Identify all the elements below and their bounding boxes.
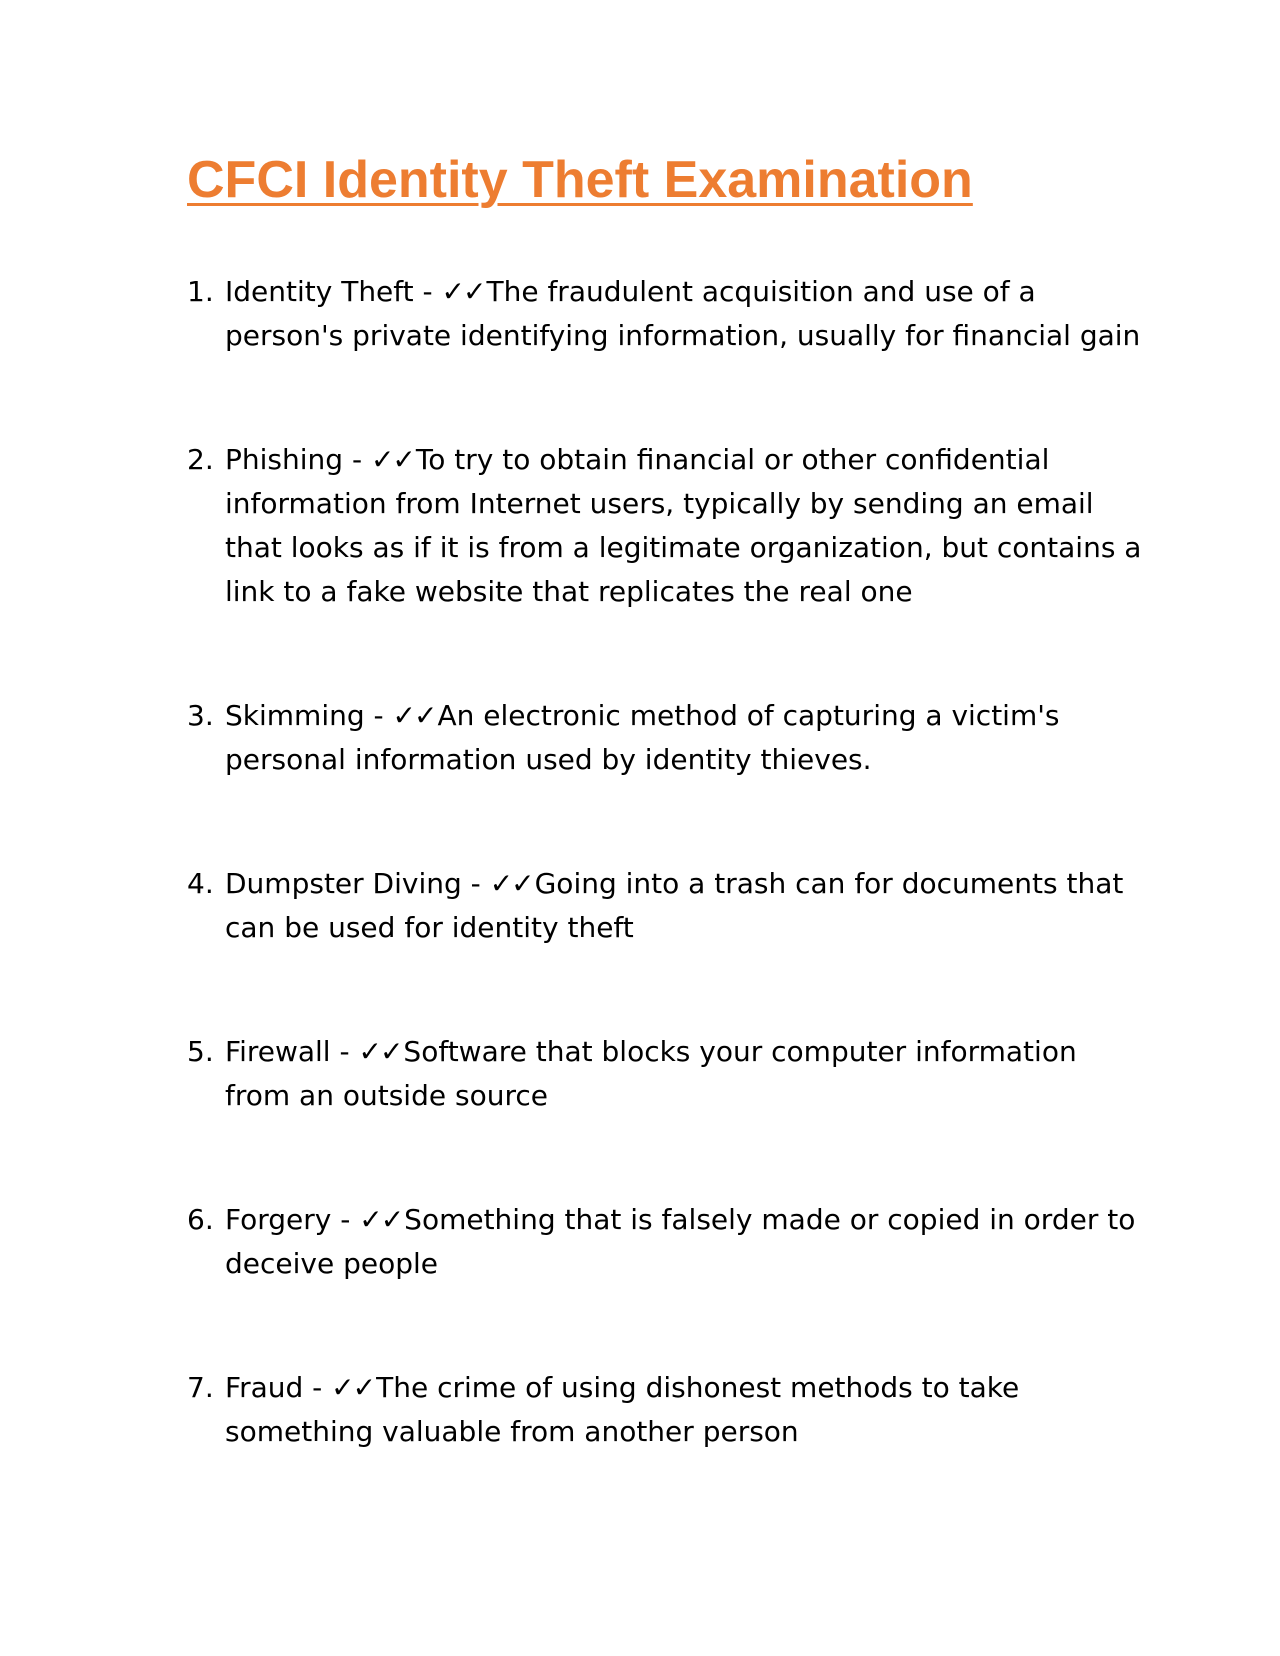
- item-number: 3.: [187, 699, 214, 732]
- item-term: Forgery -: [225, 1203, 351, 1236]
- item-term: Phishing -: [225, 443, 363, 476]
- item-definition: The fraudulent acquisition and use of a person's private identifying information, usually for financial gain: [225, 275, 1141, 352]
- item-definition: Something that is falsely made or copied in order to deceive people: [225, 1203, 1136, 1280]
- double-check-icon: ✓✓: [370, 443, 414, 476]
- item-number: 4.: [187, 867, 214, 900]
- item-definition: Software that blocks your computer information from an outside source: [225, 1035, 1077, 1112]
- list-item: [187, 270, 1147, 358]
- double-check-icon: ✓✓: [392, 699, 436, 732]
- item-definition: To try to obtain financial or other confidential information from Internet users, typically by sending an email that looks as if it is from a legitimate organization, but contains a link to a fake website that replicates the real one: [225, 443, 1142, 608]
- item-definition: Going into a trash can for documents that can be used for identity theft: [225, 867, 1124, 944]
- item-number: 6.: [187, 1203, 214, 1236]
- list-item: [187, 1030, 1147, 1118]
- list-item: [187, 1198, 1147, 1286]
- item-number: 2.: [187, 443, 214, 476]
- item-term: Dumpster Diving -: [225, 867, 481, 900]
- list-item: [187, 694, 1147, 782]
- qa-list: [187, 270, 1147, 1454]
- double-check-icon: ✓✓: [331, 1371, 375, 1404]
- double-check-icon: ✓✓: [358, 1035, 402, 1068]
- item-term: Fraud -: [225, 1371, 323, 1404]
- item-number: 7.: [187, 1371, 214, 1404]
- item-term: Skimming -: [225, 699, 384, 732]
- list-item: [187, 1366, 1147, 1454]
- list-item: [187, 862, 1147, 950]
- item-number: 1.: [187, 275, 214, 308]
- item-definition: The crime of using dishonest methods to take something valuable from another person: [225, 1371, 1020, 1448]
- item-term: Identity Theft -: [225, 275, 433, 308]
- item-definition: An electronic method of capturing a victim's personal information used by identity thieves.: [225, 699, 1060, 776]
- double-check-icon: ✓✓: [441, 275, 485, 308]
- item-term: Firewall -: [225, 1035, 350, 1068]
- page-title: CFCI Identity Theft Examination: [187, 151, 973, 209]
- double-check-icon: ✓✓: [489, 867, 533, 900]
- double-check-icon: ✓✓: [359, 1203, 403, 1236]
- item-number: 5.: [187, 1035, 214, 1068]
- list-item: [187, 438, 1147, 614]
